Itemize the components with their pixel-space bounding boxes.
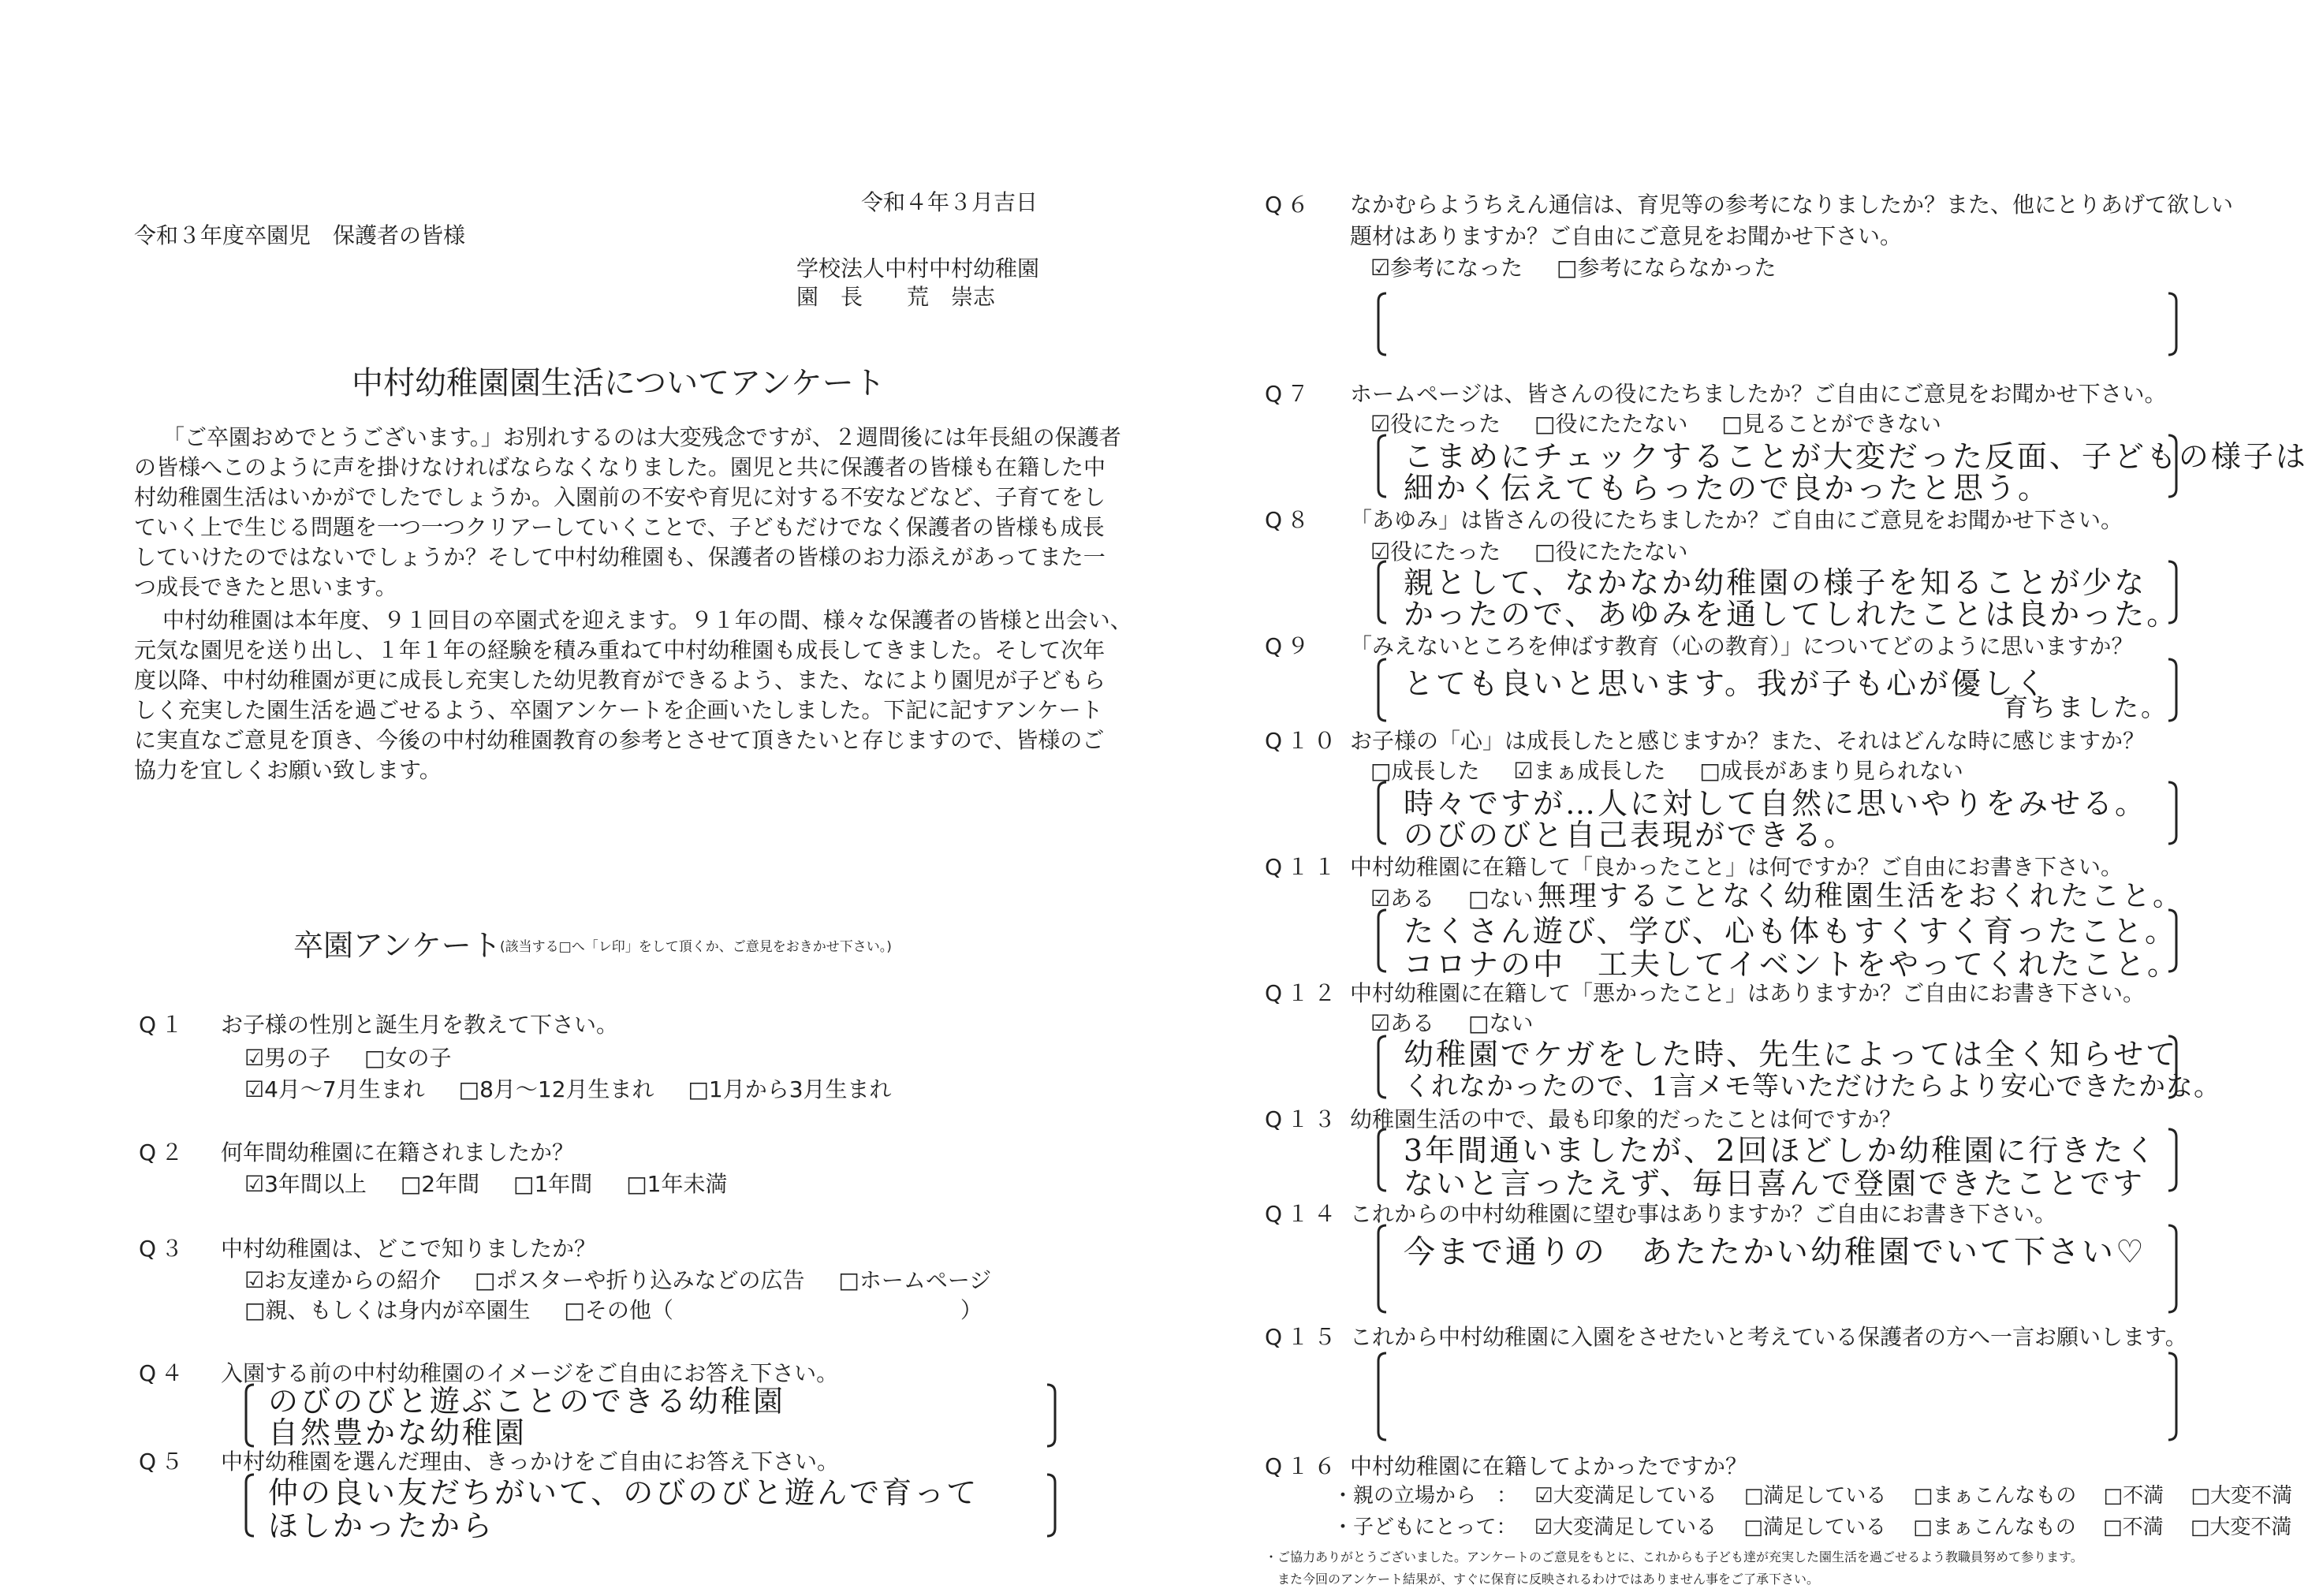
- option[interactable]: □1年間: [513, 1171, 593, 1197]
- q14-number: Q１４: [1265, 1201, 1341, 1227]
- q6-text-line1: なかむらようちえん通信は、育児等の参考になりましたか？また、他にとりあげて欲しい: [1350, 192, 2234, 218]
- q1-number: Q１: [139, 1012, 188, 1038]
- q4-answer-line1: のびのびと遊ぶことのできる幼稚園: [268, 1384, 786, 1419]
- q10-text: お子様の「心」は成長したと感じますか？また、それはどんな時に感じますか？: [1350, 728, 2146, 754]
- option[interactable]: □参考にならなかった: [1557, 255, 1777, 281]
- option[interactable]: ☑大変満足している: [1534, 1484, 1717, 1508]
- q4-number: Q４: [139, 1360, 188, 1386]
- q13-answer-line2: ないと言ったえず、毎日喜んで登園できたことです: [1404, 1166, 2145, 1201]
- option[interactable]: □親、もしくは身内が卒園生: [244, 1297, 531, 1323]
- option[interactable]: ☑役にたった: [1370, 539, 1501, 565]
- intro-paragraph-2: 中村幼稚園は本年度、９１回目の卒園式を迎えます。９１年の間、様々な保護者の皆様と出会い、 元気な園児を送り出し、１年１年の経験を積み重ねて中村幼稚園も成長してきました。そして次年 度以降、中村幼稚園が更に成長し充実した幼児教育ができるよう、また、なにより園児が子どもら しく充実した園生活を過ごせるよう、卒園アンケートを企画いたしました。下記に記すアンケート に実直なご意見を頂き、今後の中村幼稚園教育の参考とさせて頂きたいと存じますので、皆様のご 協力を宜しくお願い致します。: [134, 607, 1132, 783]
- q1-month-options: [244, 1072, 919, 1104]
- q12-answer-line1: 幼稚園でケガをした時、先生によっては全く知らせて: [1404, 1037, 2179, 1072]
- q7-number: Q７: [1265, 381, 1314, 407]
- option[interactable]: ☑大変満足している: [1534, 1516, 1717, 1539]
- q15-answer-bracket: [1377, 1350, 2178, 1446]
- q6-answer-bracket: [1377, 290, 2178, 361]
- survey-note: (該当する□へ「レ印」をして頂くか、ご意見をおきかせ下さい。): [500, 939, 892, 955]
- q16-parent-label: ・親の立場から ：: [1333, 1484, 1518, 1508]
- q3-options-row2: [244, 1293, 1009, 1325]
- q16-parent-row: [1333, 1479, 2292, 1508]
- option[interactable]: □その他（ ）: [564, 1297, 982, 1323]
- q9-answer-line2: 育ちました。: [2003, 692, 2169, 722]
- q11-answer-inline: 無理することなく幼稚園生活をおくれたこと。: [1538, 880, 2184, 912]
- q12-text: 中村幼稚園に在籍して「悪かったこと」はありますか？ご自由にお書き下さい。: [1350, 980, 2146, 1006]
- option[interactable]: □1月から3月生まれ: [688, 1076, 892, 1102]
- q13-answer-line1: 3年間通いましたが、2回ほどしか幼稚園に行きたく: [1404, 1133, 2158, 1168]
- option[interactable]: ☑ある: [1370, 1010, 1435, 1036]
- option[interactable]: ☑男の子: [244, 1045, 331, 1071]
- option[interactable]: □8月〜12月生まれ: [458, 1076, 654, 1102]
- option[interactable]: □成長があまり見られない: [1699, 758, 1963, 784]
- option[interactable]: □見ることができない: [1721, 411, 1941, 437]
- q14-answer: 今まで通りの あたたかい幼稚園でいて下さい♡: [1404, 1234, 2146, 1270]
- principal-name: 園 長 荒 崇志: [796, 284, 996, 310]
- option[interactable]: □満足している: [1743, 1484, 1887, 1508]
- q9-number: Q９: [1265, 633, 1314, 659]
- q11-text: 中村幼稚園に在籍して「良かったこと」は何ですか？ご自由にお書き下さい。: [1350, 854, 2123, 880]
- q12-answer-line2: くれなかったので、1言メモ等いただけたらより安心できたかな。: [1404, 1071, 2221, 1102]
- option[interactable]: □まぁこんなもの: [1913, 1484, 2077, 1508]
- q11-number: Q１１: [1265, 854, 1341, 880]
- q6-number: Q６: [1265, 192, 1314, 218]
- q8-text: 「あゆみ」は皆さんの役にたちましたか？ご自由にご意見をお聞かせ下さい。: [1350, 507, 2123, 533]
- option[interactable]: □女の子: [364, 1045, 452, 1071]
- option[interactable]: □2年間: [400, 1171, 480, 1197]
- q10-answer-line1: 時々ですが…人に対して自然に思いやりをみせる。: [1404, 786, 2148, 821]
- q14-text: これからの中村幼稚園に望む事はありますか？ご自由にお書き下さい。: [1350, 1201, 2057, 1227]
- q8-answer-line2: かったので、あゆみを通してしれたことは良かった。: [1404, 597, 2179, 632]
- option[interactable]: □ホームページ: [838, 1267, 992, 1293]
- option[interactable]: ☑4月〜7月生まれ: [244, 1076, 425, 1102]
- q6-text-line2: 題材はありますか？ご自由にご意見をお聞かせ下さい。: [1350, 223, 1903, 249]
- option[interactable]: □大変不満: [2191, 1484, 2292, 1508]
- q5-answer-line1: 仲の良い友だちがいて、のびのびと遊んで育って: [268, 1475, 979, 1510]
- option[interactable]: □大変不満: [2190, 1516, 2292, 1539]
- q10-answer-line2: のびのびと自己表現ができる。: [1404, 818, 1857, 852]
- q7-answer-line2: 細かく伝えてもらったので良かったと思う。: [1404, 471, 2051, 505]
- q1-gender-options: [244, 1041, 478, 1072]
- q13-number: Q１３: [1265, 1106, 1341, 1132]
- q10-number: Q１０: [1265, 728, 1341, 754]
- q11-answer-line2: コロナの中 工夫してイベントをやってくれたこと。: [1404, 947, 2180, 982]
- option[interactable]: □不満: [2103, 1516, 2164, 1539]
- q7-text: ホームページは、皆さんの役にたちましたか？ご自由にご意見をお聞かせ下さい。: [1350, 381, 2167, 407]
- footer-note-1: ・ご協力ありがとうございました。アンケートのご意見をもとに、これからも子ども達が充実した園生活を過ごせるよう教職員努めて参ります。: [1265, 1549, 2083, 1564]
- q2-number: Q２: [139, 1139, 188, 1165]
- page-title: 中村幼稚園園生活についてアンケート: [352, 365, 886, 401]
- option[interactable]: ☑お友達からの紹介: [244, 1267, 442, 1293]
- option[interactable]: □不満: [2103, 1484, 2164, 1508]
- option[interactable]: ☑参考になった: [1370, 255, 1523, 281]
- q7-answer-line1: こまめにチェックすることが大変だった反面、子どもの様子は: [1404, 439, 2308, 474]
- option[interactable]: □ない: [1468, 886, 1534, 912]
- option[interactable]: □役にたたない: [1534, 411, 1688, 437]
- survey-title: 卒園アンケート: [293, 928, 501, 963]
- option[interactable]: ☑役にたった: [1370, 411, 1501, 437]
- q5-answer-line2: ほしかったから: [268, 1508, 495, 1543]
- q6-options: [1370, 251, 1803, 282]
- q4-answer-line2: 自然豊かな幼稚園: [268, 1415, 528, 1450]
- q16-number: Q１６: [1265, 1453, 1341, 1479]
- option[interactable]: □役にたたない: [1534, 539, 1688, 565]
- option[interactable]: □まぁこんなもの: [1913, 1516, 2076, 1539]
- q15-text: これから中村幼稚園に入園をさせたいと考えている保護者の方へ一言お願いします。: [1350, 1324, 2187, 1350]
- date: 令和４年３月吉日: [861, 189, 1038, 215]
- q16-text: 中村幼稚園に在籍してよかったですか？: [1350, 1453, 1748, 1479]
- option[interactable]: □1年未満: [626, 1171, 728, 1197]
- q1-text: お子様の性別と誕生月を教えて下さい。: [221, 1012, 619, 1038]
- q15-number: Q１５: [1265, 1324, 1341, 1350]
- q3-text: 中村幼稚園は、どこで知りましたか？: [221, 1236, 597, 1262]
- q11-answer-line1: たくさん遊び、学び、心も体もすくすく育ったこと。: [1404, 914, 2177, 949]
- q9-text: 「みえないところを伸ばす教育（心の教育）」についてどのように思いますか？: [1350, 633, 2134, 659]
- option[interactable]: □ポスターや折り込みなどの広告: [475, 1267, 805, 1293]
- option[interactable]: ☑ある: [1370, 886, 1435, 912]
- q2-options: [244, 1167, 754, 1199]
- q5-number: Q５: [139, 1449, 188, 1475]
- footer-note-2: また今回のアンケート結果が、すぐに保育に反映されるわけではありません事をご了承下さい。: [1277, 1572, 1820, 1587]
- q4-text: 入園する前の中村幼稚園のイメージをご自由にお答え下さい。: [221, 1360, 839, 1386]
- addressee: 令和３年度卒園児 保護者の皆様: [134, 222, 466, 248]
- q12-number: Q１２: [1265, 980, 1341, 1006]
- option[interactable]: □ない: [1468, 1010, 1534, 1036]
- q8-number: Q８: [1265, 507, 1314, 533]
- option[interactable]: □成長した: [1370, 758, 1480, 784]
- q16-child-row: [1333, 1511, 2291, 1540]
- q5-text: 中村幼稚園を選んだ理由、きっかけをご自由にお答え下さい。: [221, 1449, 840, 1475]
- option[interactable]: ☑3年間以上: [244, 1171, 367, 1197]
- q2-text: 何年間幼稚園に在籍されましたか？: [221, 1139, 575, 1165]
- q9-answer-line1: とても良いと思います。我が子も心が優しく: [1404, 666, 2048, 701]
- q3-options-row1: [244, 1263, 1018, 1295]
- intro-paragraph-1: 「ご卒園おめでとうございます。」お別れするのは大変残念ですが、２週間後には年長組の保護者 の皆様へこのように声を掛けなければならなくなりました。園児と共に保護者の皆様も在籍した中 村幼稚園生活はいかがでしたでしょうか。入園前の不安や育児に対する不安などなど、子育てをし ていく上で生じる問題を一つ一つクリアーしていくことで、子どもだけでなく保護者の皆様も成長 していけたのではないでしょうか？そして中村幼稚園も、保護者の皆様のお力添えがあってまた一 つ成長できたと思います。: [134, 424, 1121, 600]
- school-name: 学校法人中村中村幼稚園: [796, 255, 1040, 282]
- q16-child-label: ・子どもにとって：: [1333, 1516, 1517, 1539]
- q3-number: Q３: [139, 1236, 188, 1262]
- option[interactable]: ☑まぁ成長した: [1513, 758, 1666, 784]
- q13-text: 幼稚園生活の中で、最も印象的だったことは何ですか？: [1350, 1106, 1902, 1132]
- q8-answer-line1: 親として、なかなか幼稚園の様子を知ることが少な: [1404, 565, 2147, 600]
- option[interactable]: □満足している: [1743, 1516, 1886, 1539]
